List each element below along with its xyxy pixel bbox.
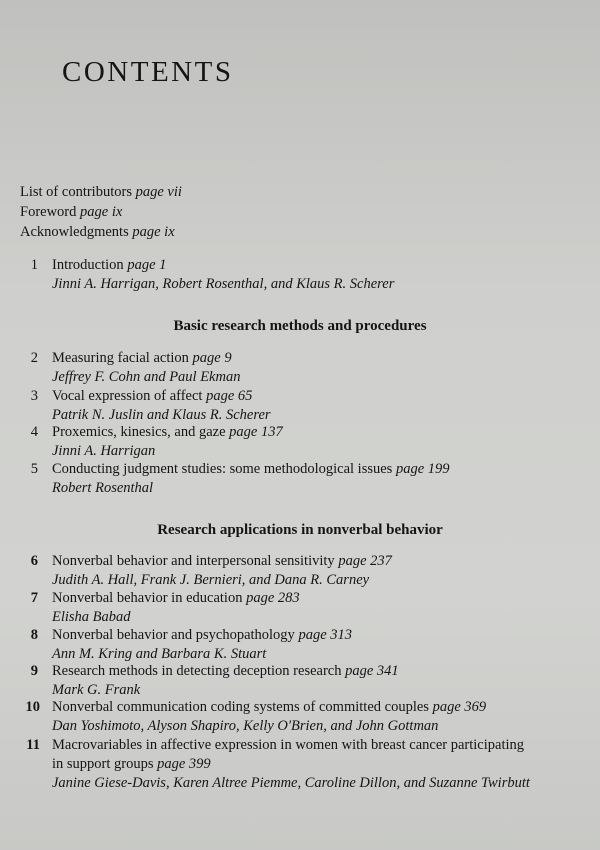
book-page: CONTENTS List of contributors page vii Foreword page ix Acknowledgments page ix 1 Introduction page 1 Jinni A. Harrigan, Robert Rosenthal, and Klaus R. Scherer Basic research methods and procedures 2 Measuring facial action page 9 Jeffrey F. Cohn and Paul Ekman 3 Vocal expression of affect page 65 Patrik N. Juslin and Klaus R. Scherer 4 Proxemics, kinesics, and gaze page 137 Jinni A. Harrigan 5 Conducting judgment studies: some methodological issues page 199 Robert Rosenthal Research applications in nonverbal behavior 6 Nonverbal behavior and interpersonal sensitivity page 237 Judith A. Hall, Frank J. Bernieri, and Dana R. Carney 7 Nonverbal behavior in education page 283 Elisha Babad 8 Nonverbal behavior and psychopathology page 313 Ann M. Kring and Barbara K. Stuart 9 Research methods in detecting deception research page 341 Mark G. Frank 10 Nonverbal communication coding systems of committed couples page 369 Dan Yoshimoto, Alyson Shapiro, Kelly O'Brien, and John Gottman 11 Macrovariables in affective expression in women with breast cancer participating in support groups page 399 Janine Giese-Davis, Karen Altree Piemme, Caroline Dillon, and Suzanne Twirbutt bbox=[0, 0, 600, 850]
front-matter-item: Foreword page ix bbox=[20, 204, 123, 220]
section-heading-basic: Basic research methods and procedures bbox=[173, 318, 427, 334]
section-heading-applications: Research applications in nonverbal behavior bbox=[157, 522, 443, 538]
front-matter-item: Acknowledgments page ix bbox=[20, 224, 175, 240]
front-matter-item: List of contributors page vii bbox=[20, 184, 182, 200]
page-title: CONTENTS bbox=[62, 56, 234, 88]
front-matter-list bbox=[20, 182, 182, 242]
